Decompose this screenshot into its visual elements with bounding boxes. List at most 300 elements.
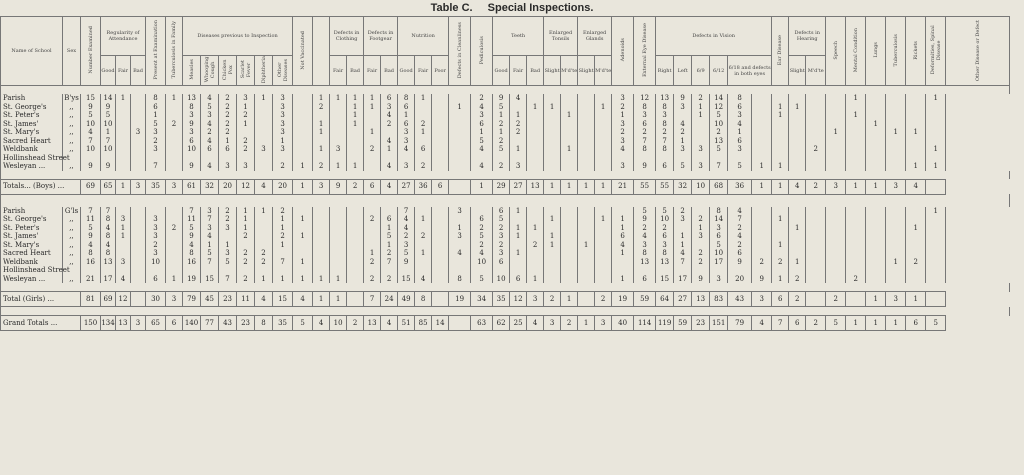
table-cell: 7 [101,207,116,216]
table-cell [826,224,846,233]
table-cell [866,275,886,284]
table-body [1,86,1010,331]
table-cell: 4 [381,111,398,120]
table-cell: 10 [710,249,728,258]
table-cell: 2 [219,120,237,129]
table-cell: 1 [415,128,432,137]
table-cell: 1 [273,137,293,146]
header-nutrition-fair: Fair [415,56,432,86]
table-cell: 2 [692,258,710,267]
table-cell [886,266,906,275]
school-name-cell: Parish [1,207,63,216]
table-cell: 3 [219,162,237,171]
header-footgear-fair: Fair [364,56,381,86]
table-cell [493,154,510,163]
table-cell [347,258,364,267]
table-cell [432,292,449,307]
table-cell: 9 [692,275,710,284]
table-cell: 20 [728,275,752,284]
school-name-cell: St. James' [1,232,63,241]
header-footgear-bad: Bad [381,56,398,86]
table-cell: 13 [364,316,381,331]
table-cell [906,275,926,284]
table-cell: 5 [101,111,116,120]
table-cell [364,241,381,250]
table-cell: 8 [398,94,415,103]
table-cell [752,111,772,120]
table-cell: 3 [273,145,293,154]
table-cell: 3 [273,120,293,129]
table-cell [527,154,544,163]
table-cell: 1 [237,207,255,216]
table-cell: 1 [846,111,866,120]
table-cell: 2 [692,215,710,224]
table-cell [561,266,578,275]
table-cell: 6 [656,162,674,171]
table-cell [612,258,634,267]
table-cell: 1 [752,162,772,171]
table-cell [752,94,772,103]
table-cell: 3 [116,215,131,224]
table-cell: 8 [146,94,166,103]
header-teeth-fair: Fair [510,56,527,86]
table-cell: 2 [415,162,432,171]
table-cell: 12 [510,292,527,307]
table-cell [432,154,449,163]
table-cell [866,241,886,250]
table-cell [656,154,674,163]
table-cell [293,266,313,275]
table-cell [578,275,595,284]
table-cell [166,111,183,120]
table-cell [561,258,578,267]
table-cell: 43 [728,292,752,307]
table-cell [634,266,656,275]
table-cell [544,207,561,216]
table-cell: 3 [692,162,710,171]
table-cell [906,232,926,241]
table-cell [578,224,595,233]
table-cell [926,275,946,284]
table-cell: 1 [926,94,946,103]
table-cell: 2 [219,215,237,224]
table-cell: 4 [381,162,398,171]
table-cell [806,137,826,146]
table-cell [772,94,789,103]
table-cell [806,249,826,258]
table-cell [364,266,381,275]
table-cell [398,266,415,275]
table-cell [116,111,131,120]
table-cell [578,162,595,171]
table-cell: 1 [846,94,866,103]
table-cell [116,120,131,129]
header-teeth: Teeth [493,17,544,56]
table-cell [806,128,826,137]
table-cell [201,154,219,163]
table-cell: 27 [674,292,692,307]
table-cell: 4 [116,275,131,284]
table-cell: 5 [471,275,493,284]
table-cell: 1 [330,292,347,307]
table-cell: 2 [772,258,789,267]
table-cell [131,145,146,154]
table-cell: 1 [544,241,561,250]
table-cell [789,162,806,171]
table-cell: 4 [101,224,116,233]
table-cell [846,145,866,154]
table-cell [183,154,201,163]
table-row [1,275,1010,284]
table-cell: 1 [347,111,364,120]
table-cell: 2 [219,103,237,112]
table-cell: 1 [255,94,273,103]
table-cell: 2 [710,128,728,137]
table-cell [219,154,237,163]
table-cell: 7 [201,258,219,267]
table-cell [544,249,561,258]
table-cell [510,266,527,275]
table-cell: 11 [237,292,255,307]
table-cell: 140 [183,316,201,331]
table-cell [772,224,789,233]
table-cell: 3 [826,179,846,194]
table-cell [846,292,866,307]
table-cell: 3 [398,128,415,137]
table-cell [527,249,544,258]
table-cell [846,137,866,146]
table-cell: 2 [510,128,527,137]
table-cell [293,241,313,250]
table-cell: 5 [471,137,493,146]
table-cell: 9 [752,275,772,284]
table-cell: 1 [510,249,527,258]
table-cell: 1 [578,241,595,250]
table-cell: 1 [273,215,293,224]
table-cell [116,137,131,146]
table-cell [595,266,612,275]
table-cell: 7 [81,137,101,146]
table-cell: 10 [101,145,116,154]
table-cell: 2 [166,120,183,129]
table-cell: 19 [183,275,201,284]
table-cell: 1 [692,103,710,112]
table-cell: 3 [595,316,612,331]
table-cell [595,207,612,216]
header-glands-slight: Slight [578,56,595,86]
table-row [1,232,1010,241]
header-vision-right: Right [656,56,674,86]
table-cell [752,224,772,233]
table-cell: 2 [273,207,293,216]
table-cell [330,241,347,250]
table-cell [131,137,146,146]
table-cell [166,207,183,216]
table-cell: 3 [692,232,710,241]
header-tonsils-moderate: M'd'te [561,56,578,86]
table-cell: 65 [146,316,166,331]
table-cell [886,241,906,250]
table-cell [330,224,347,233]
table-cell [544,275,561,284]
table-cell: 3 [544,316,561,331]
table-cell [255,128,273,137]
table-cell: 3 [674,145,692,154]
sex-cell: ,, [63,137,81,146]
table-cell: 5 [293,316,313,331]
table-cell [313,137,330,146]
table-cell: 4 [612,145,634,154]
table-cell: 6 [381,94,398,103]
table-cell: 23 [219,292,237,307]
table-cell [612,207,634,216]
table-cell: 5 [398,249,415,258]
table-cell: 6 [728,249,752,258]
table-cell: 43 [219,316,237,331]
table-cell: 1 [578,316,595,331]
table-cell: 77 [201,316,219,331]
table-cell: 32 [201,179,219,194]
table-cell: 3 [674,215,692,224]
table-cell [578,154,595,163]
table-cell: 2 [674,128,692,137]
table-cell [183,266,201,275]
table-cell [674,154,692,163]
school-name-cell: St. James' [1,120,63,129]
table-cell [634,154,656,163]
table-cell [866,266,886,275]
header-chicken-pox: Chicken Pox [219,56,237,86]
table-cell: 2 [728,241,752,250]
table-row [1,120,1010,129]
table-cell [826,103,846,112]
table-cell [449,137,471,146]
table-cell: 2 [612,128,634,137]
table-cell [772,120,789,129]
table-cell: 1 [415,215,432,224]
table-cell [415,103,432,112]
table-cell: 3 [273,103,293,112]
table-cell [131,232,146,241]
table-cell [527,258,544,267]
table-cell: 3 [886,292,906,307]
table-cell [561,241,578,250]
table-cell [561,103,578,112]
table-cell [255,241,273,250]
table-cell [237,154,255,163]
table-cell [313,215,330,224]
table-cell [432,137,449,146]
table-cell: 1 [116,179,131,194]
table-cell: 6 [166,316,183,331]
table-cell [116,162,131,171]
table-cell [789,266,806,275]
table-cell: 10 [101,120,116,129]
table-cell [293,111,313,120]
table-cell [886,207,906,216]
table-cell: 2 [364,275,381,284]
table-cell: 2 [493,120,510,129]
table-cell: 2 [364,258,381,267]
table-cell: 1 [886,316,906,331]
header-diseases: Diseases previous to Inspection [183,17,293,56]
table-cell [866,162,886,171]
table-cell: 7 [634,137,656,146]
table-cell [752,137,772,146]
table-cell: 7 [101,137,116,146]
table-cell: 35 [493,292,510,307]
table-cell [449,145,471,154]
table-cell [561,128,578,137]
table-cell [131,120,146,129]
table-cell: 3 [493,232,510,241]
table-cell [166,162,183,171]
table-row [1,207,1010,216]
table-cell [866,137,886,146]
table-cell: 1 [544,232,561,241]
table-cell [237,128,255,137]
table-cell: 10 [692,179,710,194]
table-cell [926,241,946,250]
table-cell: 2 [381,275,398,284]
table-cell [273,266,293,275]
table-cell: 3 [398,162,415,171]
table-cell [806,162,826,171]
table-cell [330,207,347,216]
table-cell: 20 [219,179,237,194]
table-cell: 4 [612,241,634,250]
table-cell [330,215,347,224]
table-cell: 1 [313,292,330,307]
table-cell: 1 [866,316,886,331]
table-cell [886,249,906,258]
header-other-diseases: Other Diseases [273,56,293,86]
table-cell [201,266,219,275]
table-cell [510,258,527,267]
table-row [1,128,1010,137]
table-cell [415,266,432,275]
table-cell [544,128,561,137]
table-cell: 1 [789,258,806,267]
table-cell [806,94,826,103]
table-cell: 3 [728,145,752,154]
table-cell [846,249,866,258]
table-row [1,241,1010,250]
header-present: Present at Examination [146,17,166,86]
table-cell: 36 [415,179,432,194]
table-cell [313,232,330,241]
table-cell [692,207,710,216]
table-cell [432,145,449,154]
table-cell [544,258,561,267]
sex-cell: ,, [63,224,81,233]
table-cell: 2 [201,128,219,137]
table-cell: 8 [634,103,656,112]
table-cell [166,241,183,250]
table-cell: 8 [415,292,432,307]
table-cell [449,162,471,171]
table-cell: 16 [183,258,201,267]
table-cell: 1 [201,241,219,250]
table-cell: 1 [364,128,381,137]
table-cell: 13 [634,258,656,267]
table-cell: 51 [398,316,415,331]
table-cell: 4 [634,232,656,241]
table-cell: 4 [471,249,493,258]
table-cell: 119 [656,316,674,331]
table-cell: 13 [116,316,131,331]
table-cell: 5 [710,241,728,250]
table-cell: 3 [219,224,237,233]
table-cell: 11 [81,215,101,224]
table-cell: 2 [313,162,330,171]
table-cell [131,162,146,171]
table-cell [432,111,449,120]
table-cell [347,275,364,284]
table-cell [578,145,595,154]
table-cell [752,128,772,137]
table-cell: 3 [612,137,634,146]
table-cell: 1 [273,275,293,284]
table-cell [527,137,544,146]
table-cell: 9 [398,258,415,267]
table-cell: 55 [656,179,674,194]
table-cell: 13 [183,94,201,103]
table-cell: 6 [398,103,415,112]
table-cell: 4 [255,179,273,194]
header-hearing: Defects in Hearing [789,17,826,56]
table-cell: 3 [510,162,527,171]
table-cell: 3 [493,249,510,258]
table-cell: 1 [116,224,131,233]
table-cell [906,137,926,146]
table-cell [926,258,946,267]
table-cell [432,162,449,171]
table-cell [866,145,886,154]
table-cell [527,120,544,129]
table-cell [806,232,826,241]
table-cell [364,154,381,163]
table-cell: 2 [347,316,364,331]
table-cell [886,162,906,171]
table-cell [347,154,364,163]
table-cell [432,94,449,103]
table-cell [381,266,398,275]
table-cell [313,154,330,163]
school-name-cell: Sacred Heart [1,137,63,146]
table-cell: 1 [906,224,926,233]
header-glands-moderate: M'd'te [595,56,612,86]
table-cell [527,128,544,137]
table-cell: 13 [527,179,544,194]
table-cell: 6 [656,232,674,241]
table-cell [692,128,710,137]
table-cell: 1 [612,111,634,120]
table-cell [166,103,183,112]
table-cell [846,162,866,171]
table-cell: 6 [906,316,926,331]
table-cell: 6 [381,215,398,224]
table-cell [846,258,866,267]
table-cell: 15 [201,275,219,284]
table-cell: 4 [381,137,398,146]
table-cell: 2 [544,292,561,307]
table-cell: 15 [398,275,415,284]
table-cell: 6 [728,137,752,146]
table-cell: 4 [906,179,926,194]
table-cell [806,258,826,267]
table-cell: 3 [886,179,906,194]
